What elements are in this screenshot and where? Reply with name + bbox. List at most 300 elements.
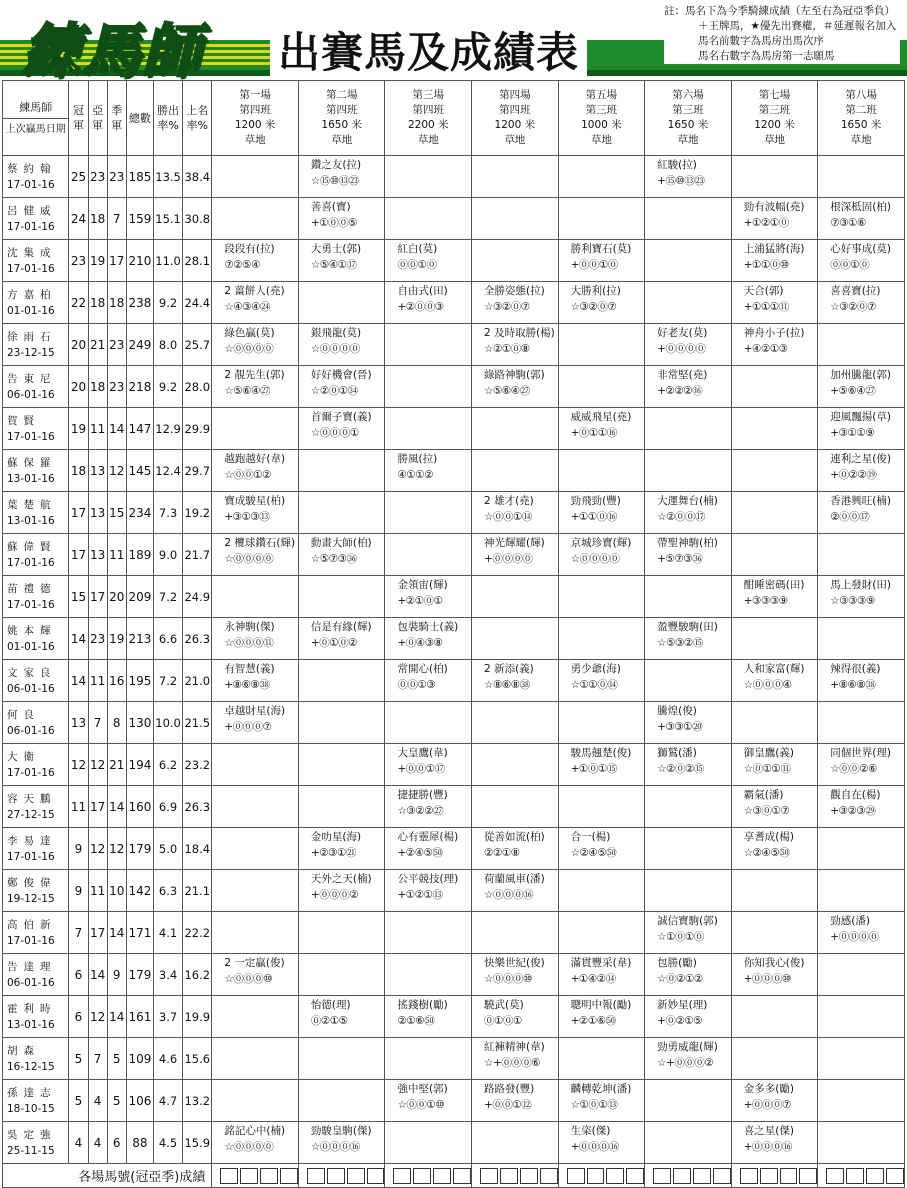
race-entry-cell[interactable]	[298, 240, 385, 282]
third-count: 10	[107, 870, 126, 912]
race-entry-cell[interactable]	[731, 282, 818, 324]
horse-name: 天合(郭)	[743, 285, 784, 297]
race-entry-cell	[645, 576, 732, 618]
season-record: ☆②①⓪⑧	[484, 343, 530, 355]
race-entry-cell	[212, 408, 299, 450]
race-entry-cell[interactable]	[298, 1122, 385, 1164]
race-entry-cell[interactable]	[385, 576, 472, 618]
second-count: 14	[88, 954, 107, 996]
season-record: +②④⑤㊿	[397, 847, 443, 859]
race-entry-cell[interactable]	[385, 618, 472, 660]
last-win-date: 01-01-16	[7, 304, 55, 317]
race-entry-cell[interactable]	[472, 1038, 559, 1080]
race-entry-cell[interactable]	[558, 996, 645, 1038]
season-record: +⑮⑩⑬㉓	[657, 175, 705, 187]
horse-name: 霸氣(潘)	[743, 789, 784, 801]
win-rate: 12.9	[153, 408, 182, 450]
race-entry-cell[interactable]	[818, 408, 905, 450]
place-rate: 30.8	[183, 198, 212, 240]
race-entry-cell[interactable]	[645, 534, 732, 576]
horse-name: 帶聖神駒(柏)	[657, 537, 718, 549]
win-count: 17	[69, 492, 88, 534]
race-entry-cell[interactable]	[818, 198, 905, 240]
race-entry-cell[interactable]	[645, 156, 732, 198]
race-entry-cell[interactable]	[385, 786, 472, 828]
race-entry-cell[interactable]	[298, 618, 385, 660]
result-box[interactable]	[540, 1168, 558, 1184]
race-entry-cell	[645, 282, 732, 324]
race-entry-cell[interactable]	[731, 324, 818, 366]
result-box[interactable]	[280, 1168, 298, 1184]
second-count: 18	[88, 198, 107, 240]
footer-row	[3, 1164, 905, 1188]
season-record: ⓪①⓪①	[484, 1015, 522, 1027]
race-entry-cell[interactable]	[298, 996, 385, 1038]
trainer-cell	[3, 534, 69, 576]
race-entry-cell[interactable]	[731, 954, 818, 996]
result-box[interactable]	[307, 1168, 325, 1184]
trainer-name: 李易達	[7, 834, 57, 847]
race-entry-cell[interactable]	[731, 660, 818, 702]
season-record: ⑦③①⑥	[830, 217, 866, 229]
race-entry-cell[interactable]	[818, 660, 905, 702]
horse-name: 迎風飄揚(草)	[830, 411, 891, 423]
win-rate: 4.6	[153, 1038, 182, 1080]
place-rate: 16.2	[183, 954, 212, 996]
table-row	[3, 618, 905, 660]
race-entry-cell[interactable]	[212, 240, 299, 282]
win-rate: 3.4	[153, 954, 182, 996]
race-entry-cell[interactable]	[731, 576, 818, 618]
race-entry-cell	[558, 576, 645, 618]
page-title: 練馬師	[22, 17, 203, 85]
race-entry-cell[interactable]	[472, 996, 559, 1038]
horse-name: 寶成駿星(柏)	[224, 495, 286, 507]
third-count: 12	[107, 450, 126, 492]
place-rate: 21.5	[183, 702, 212, 744]
season-record: ②⓪⓪⑰	[830, 511, 870, 523]
result-box[interactable]	[780, 1168, 798, 1184]
race-entry-cell	[818, 156, 905, 198]
race-entry-cell	[472, 744, 559, 786]
third-count: 8	[107, 702, 126, 744]
race-entry-cell[interactable]	[212, 702, 299, 744]
trainer-name: 吳定強	[7, 1128, 57, 1141]
result-box[interactable]	[693, 1168, 711, 1184]
table-row	[3, 1080, 905, 1122]
race-entry-cell[interactable]	[645, 492, 732, 534]
race-entry-cell	[645, 1122, 732, 1164]
result-box[interactable]	[567, 1168, 585, 1184]
race-entry-cell[interactable]	[558, 660, 645, 702]
place-rate: 28.1	[183, 240, 212, 282]
race-entry-cell[interactable]	[385, 828, 472, 870]
season-record: +③③③⑨	[743, 595, 788, 607]
race-entry-cell[interactable]	[385, 1080, 472, 1122]
table-row	[3, 1122, 905, 1164]
last-win-date: 13-01-16	[7, 472, 55, 485]
race-entry-cell[interactable]	[212, 492, 299, 534]
race-entry-cell	[645, 198, 732, 240]
season-record: ☆⓪⓪⓪⑯	[310, 1141, 360, 1153]
place-rate: 21.1	[183, 870, 212, 912]
race-entry-cell[interactable]	[558, 282, 645, 324]
horse-name: 騰煌(俊)	[657, 705, 697, 717]
third-count: 20	[107, 576, 126, 618]
race-entry-cell[interactable]	[385, 282, 472, 324]
season-record: +②③①㉑	[310, 847, 356, 859]
trainer-name: 徐雨石	[7, 330, 57, 343]
result-box[interactable]	[740, 1168, 758, 1184]
result-box[interactable]	[240, 1168, 258, 1184]
trainer-name: 告東尼	[7, 372, 57, 385]
race-entry-cell	[212, 1038, 299, 1080]
result-box[interactable]	[367, 1168, 385, 1184]
result-box[interactable]	[606, 1168, 624, 1184]
season-record: ☆⓪⓪①⑩	[397, 1099, 445, 1111]
result-box[interactable]	[713, 1168, 731, 1184]
last-win-date: 06-01-16	[7, 976, 55, 989]
race-entry-cell	[385, 408, 472, 450]
total-count: 194	[126, 744, 153, 786]
horse-name: 喜之星(傑)	[743, 1125, 794, 1137]
horse-name: 2 欖球鑽石(輝)	[224, 537, 296, 549]
trainer-name: 方嘉柏	[7, 288, 57, 301]
trainer-name: 何良	[7, 708, 40, 721]
trainer-cell	[3, 1122, 69, 1164]
place-rate: 24.9	[183, 576, 212, 618]
season-record: ☆③②⓪⑦	[830, 301, 876, 313]
result-box[interactable]	[587, 1168, 605, 1184]
total-count: 171	[126, 912, 153, 954]
win-count: 15	[69, 576, 88, 618]
race-entry-cell[interactable]	[212, 534, 299, 576]
horse-name: 大勇士(郭)	[310, 243, 362, 255]
race-entry-cell[interactable]	[558, 240, 645, 282]
race-entry-cell	[385, 912, 472, 954]
race-entry-cell[interactable]	[212, 618, 299, 660]
race-entry-cell[interactable]	[558, 954, 645, 996]
race-entry-cell[interactable]	[385, 240, 472, 282]
result-box[interactable]	[886, 1168, 904, 1184]
horse-name: 同個世界(理)	[830, 747, 891, 759]
result-box[interactable]	[799, 1168, 817, 1184]
race-entry-cell	[558, 324, 645, 366]
season-record: +⓪⓪⓪②	[310, 889, 359, 901]
table-row	[3, 660, 905, 702]
race-entry-cell[interactable]	[558, 408, 645, 450]
race-entry-cell[interactable]	[472, 366, 559, 408]
result-box[interactable]	[673, 1168, 691, 1184]
trainer-cell	[3, 198, 69, 240]
race-entry-cell	[385, 324, 472, 366]
season-record: ☆⑤④①⑰	[310, 259, 357, 271]
win-rate: 10.0	[153, 702, 182, 744]
season-record: ☆⓪⓪⓪⓪	[224, 1141, 274, 1153]
second-count: 11	[88, 870, 107, 912]
race-entry-cell[interactable]	[645, 324, 732, 366]
result-box[interactable]	[327, 1168, 345, 1184]
result-box[interactable]	[393, 1168, 411, 1184]
race-entry-cell[interactable]	[212, 450, 299, 492]
result-box[interactable]	[347, 1168, 365, 1184]
third-count: 23	[107, 366, 126, 408]
race-entry-cell[interactable]	[645, 912, 732, 954]
horse-name: 根深柢固(柏)	[830, 201, 891, 213]
total-count: 213	[126, 618, 153, 660]
race-entry-cell[interactable]	[472, 954, 559, 996]
race-entry-cell[interactable]	[645, 366, 732, 408]
win-rate: 6.2	[153, 744, 182, 786]
race-entry-cell[interactable]	[385, 660, 472, 702]
race-entry-cell[interactable]	[818, 366, 905, 408]
horse-name: 好老友(莫)	[657, 327, 708, 339]
result-box[interactable]	[480, 1168, 498, 1184]
trainer-name: 鄭俊偉	[7, 876, 57, 889]
race-entry-cell[interactable]	[472, 660, 559, 702]
race-entry-cell[interactable]	[472, 828, 559, 870]
race-entry-cell[interactable]	[558, 1122, 645, 1164]
race-entry-cell[interactable]	[385, 996, 472, 1038]
race-entry-cell[interactable]	[472, 534, 559, 576]
horse-name: 動畫大師(柏)	[310, 537, 372, 549]
horse-name: 2 靚先生(郭)	[224, 369, 285, 381]
race-entry-cell[interactable]	[298, 870, 385, 912]
table-row	[3, 1038, 905, 1080]
race-entry-cell	[645, 660, 732, 702]
season-record: ☆①①⓪⑭	[570, 679, 618, 691]
table-row	[3, 450, 905, 492]
race-entry-cell	[472, 1122, 559, 1164]
place-rate: 26.3	[183, 786, 212, 828]
result-box[interactable]	[500, 1168, 518, 1184]
season-record: ⓪②①⑤	[310, 1015, 348, 1027]
season-record: +③③①⑳	[657, 721, 703, 733]
result-box[interactable]	[453, 1168, 471, 1184]
race-entry-cell[interactable]	[385, 870, 472, 912]
trainer-cell	[3, 492, 69, 534]
season-record: ☆①⓪①⓪	[657, 931, 704, 943]
table-row	[3, 198, 905, 240]
trainer-header-label: 練馬師	[3, 97, 68, 119]
race-entry-cell[interactable]	[731, 240, 818, 282]
race-entry-cell[interactable]	[645, 618, 732, 660]
season-record: ☆②④⑤㊿	[570, 847, 617, 859]
race-header: 第八場 第二班 1650 米 草地	[818, 81, 905, 156]
race-entry-cell	[558, 156, 645, 198]
table-row	[3, 912, 905, 954]
note-line: 馬名右數字為馬房第一志願馬	[698, 50, 835, 62]
race-entry-cell	[472, 240, 559, 282]
race-entry-cell	[385, 198, 472, 240]
race-entry-cell	[298, 282, 385, 324]
race-entry-cell[interactable]	[645, 744, 732, 786]
race-entry-cell[interactable]	[212, 282, 299, 324]
race-entry-cell	[818, 534, 905, 576]
race-entry-cell[interactable]	[731, 198, 818, 240]
race-entry-cell[interactable]	[731, 744, 818, 786]
horse-name: 包勝(勵)	[657, 957, 697, 969]
race-entry-cell[interactable]	[818, 576, 905, 618]
result-box[interactable]	[866, 1168, 884, 1184]
last-win-date: 17-01-16	[7, 430, 55, 443]
result-box[interactable]	[220, 1168, 238, 1184]
horse-name: 快樂世紀(俊)	[484, 957, 545, 969]
place-rate: 21.7	[183, 534, 212, 576]
race-entry-cell[interactable]	[558, 492, 645, 534]
race-entry-cell[interactable]	[212, 366, 299, 408]
race-entry-cell[interactable]	[731, 1122, 818, 1164]
race-entry-cell[interactable]	[472, 870, 559, 912]
race-entry-cell[interactable]	[818, 492, 905, 534]
table-row	[3, 996, 905, 1038]
race-entry-cell	[731, 366, 818, 408]
win-count: 12	[69, 744, 88, 786]
horse-name: 首爾子寶(義)	[310, 411, 372, 423]
race-entry-cell[interactable]	[645, 1038, 732, 1080]
horse-name: 誠信寶駒(郭)	[657, 915, 718, 927]
race-entry-cell[interactable]	[472, 282, 559, 324]
result-box[interactable]	[520, 1168, 538, 1184]
season-record: ☆⓪⓪⓪⓪	[310, 343, 360, 355]
race-entry-cell[interactable]	[558, 1080, 645, 1122]
horse-name: 連利之星(俊)	[830, 453, 891, 465]
second-count: 12	[88, 996, 107, 1038]
race-entry-cell[interactable]	[298, 198, 385, 240]
third-count: 14	[107, 996, 126, 1038]
season-record: +⓪⓪①⑰	[397, 763, 445, 775]
third-count: 5	[107, 1080, 126, 1122]
race-entry-cell[interactable]	[731, 786, 818, 828]
race-entry-cell[interactable]	[472, 1080, 559, 1122]
race-entry-cell	[818, 1080, 905, 1122]
place-rate: 25.7	[183, 324, 212, 366]
season-record: +⓪⓪⓪⓪	[830, 931, 879, 943]
race-header: 第五場 第三班 1000 米 草地	[558, 81, 645, 156]
table-body	[3, 156, 905, 1164]
race-entry-cell	[558, 618, 645, 660]
table-row	[3, 156, 905, 198]
last-win-date: 23-12-15	[7, 346, 55, 359]
trainer-name: 高伯新	[7, 918, 57, 931]
race-entry-cell[interactable]	[472, 324, 559, 366]
horse-name: 神光輝耀(輝)	[484, 537, 545, 549]
race-entry-cell[interactable]	[731, 828, 818, 870]
season-record: +①①①⑪	[743, 301, 789, 313]
race-entry-cell[interactable]	[212, 954, 299, 996]
race-entry-cell[interactable]	[212, 1122, 299, 1164]
second-count: 23	[88, 618, 107, 660]
last-win-date: 17-01-16	[7, 598, 55, 611]
trainer-name: 大衛	[7, 750, 40, 763]
race-entry-cell[interactable]	[298, 366, 385, 408]
result-box[interactable]	[760, 1168, 778, 1184]
trainer-cell	[3, 618, 69, 660]
race-entry-cell[interactable]	[298, 408, 385, 450]
horse-name: 2 新添(義)	[484, 663, 534, 675]
horse-name: 銘記心中(楠)	[224, 1125, 286, 1137]
result-box[interactable]	[433, 1168, 451, 1184]
race-entry-cell[interactable]	[212, 660, 299, 702]
result-box[interactable]	[826, 1168, 844, 1184]
horse-name: 享耆成(楊)	[743, 831, 794, 843]
race-entry-cell[interactable]	[818, 240, 905, 282]
race-entry-cell[interactable]	[818, 282, 905, 324]
total-count: 142	[126, 870, 153, 912]
win-count: 25	[69, 156, 88, 198]
race-entry-cell[interactable]	[298, 156, 385, 198]
race-entry-cell[interactable]	[298, 324, 385, 366]
result-box[interactable]	[653, 1168, 671, 1184]
race-entry-cell[interactable]	[385, 744, 472, 786]
season-record: ☆⓪⓪⓪⑩	[484, 973, 532, 985]
second-count: 7	[88, 702, 107, 744]
season-record: ☆⑤⑥④㉗	[224, 385, 271, 397]
season-record: +⓪⓪⓪⑦	[224, 721, 272, 733]
race-entry-cell	[212, 912, 299, 954]
season-record: +②②②⑯	[657, 385, 703, 397]
win-count: 5	[69, 1038, 88, 1080]
race-entry-cell[interactable]	[385, 450, 472, 492]
result-box[interactable]	[846, 1168, 864, 1184]
race-entry-cell[interactable]	[298, 534, 385, 576]
race-entry-cell[interactable]	[818, 786, 905, 828]
race-entry-cell	[472, 786, 559, 828]
race-entry-cell[interactable]	[818, 450, 905, 492]
win-rate: 7.2	[153, 576, 182, 618]
race-entry-cell[interactable]	[558, 744, 645, 786]
season-record: +⓪⓪⓪⓪	[484, 553, 533, 565]
season-record: ☆⓪⓪⓪⓪	[224, 343, 274, 355]
win-count: 18	[69, 450, 88, 492]
race-entry-cell[interactable]	[212, 324, 299, 366]
win-rate: 7.3	[153, 492, 182, 534]
race-entry-cell[interactable]	[645, 954, 732, 996]
season-record: ☆⓪⓪⓪⑩	[224, 973, 273, 985]
result-box[interactable]	[413, 1168, 431, 1184]
race-entry-cell[interactable]	[645, 702, 732, 744]
horse-name: 勁感(潘)	[830, 915, 870, 927]
season-record: +①①⓪⑩	[743, 259, 789, 271]
note-line: 註：馬名下為今季騎練成績（左至右為冠亞季負）	[664, 5, 895, 17]
last-win-date: 19-12-15	[7, 892, 55, 905]
result-box[interactable]	[626, 1168, 644, 1184]
race-entry-cell[interactable]	[818, 744, 905, 786]
race-entry-cell	[731, 1038, 818, 1080]
race-entry-cell[interactable]	[731, 1080, 818, 1122]
race-entry-cell[interactable]	[818, 912, 905, 954]
race-entry-cell[interactable]	[645, 996, 732, 1038]
trainer-name: 蘇偉賢	[7, 540, 57, 553]
race-entry-cell	[645, 408, 732, 450]
race-entry-cell[interactable]	[558, 534, 645, 576]
table-row	[3, 282, 905, 324]
place-rate: 23.2	[183, 744, 212, 786]
race-entry-cell[interactable]	[472, 492, 559, 534]
win-count: 17	[69, 534, 88, 576]
season-record: ☆⓪⓪⓪⓪	[224, 553, 274, 565]
header	[0, 0, 907, 85]
race-entry-cell	[472, 408, 559, 450]
result-box[interactable]	[260, 1168, 278, 1184]
horse-name: 你知我心(俊)	[743, 957, 805, 969]
race-entry-cell[interactable]	[298, 828, 385, 870]
race-entry-cell[interactable]	[558, 828, 645, 870]
total-count: 147	[126, 408, 153, 450]
race-entry-cell	[298, 786, 385, 828]
total-count: 160	[126, 786, 153, 828]
result-boxes	[558, 1164, 645, 1188]
